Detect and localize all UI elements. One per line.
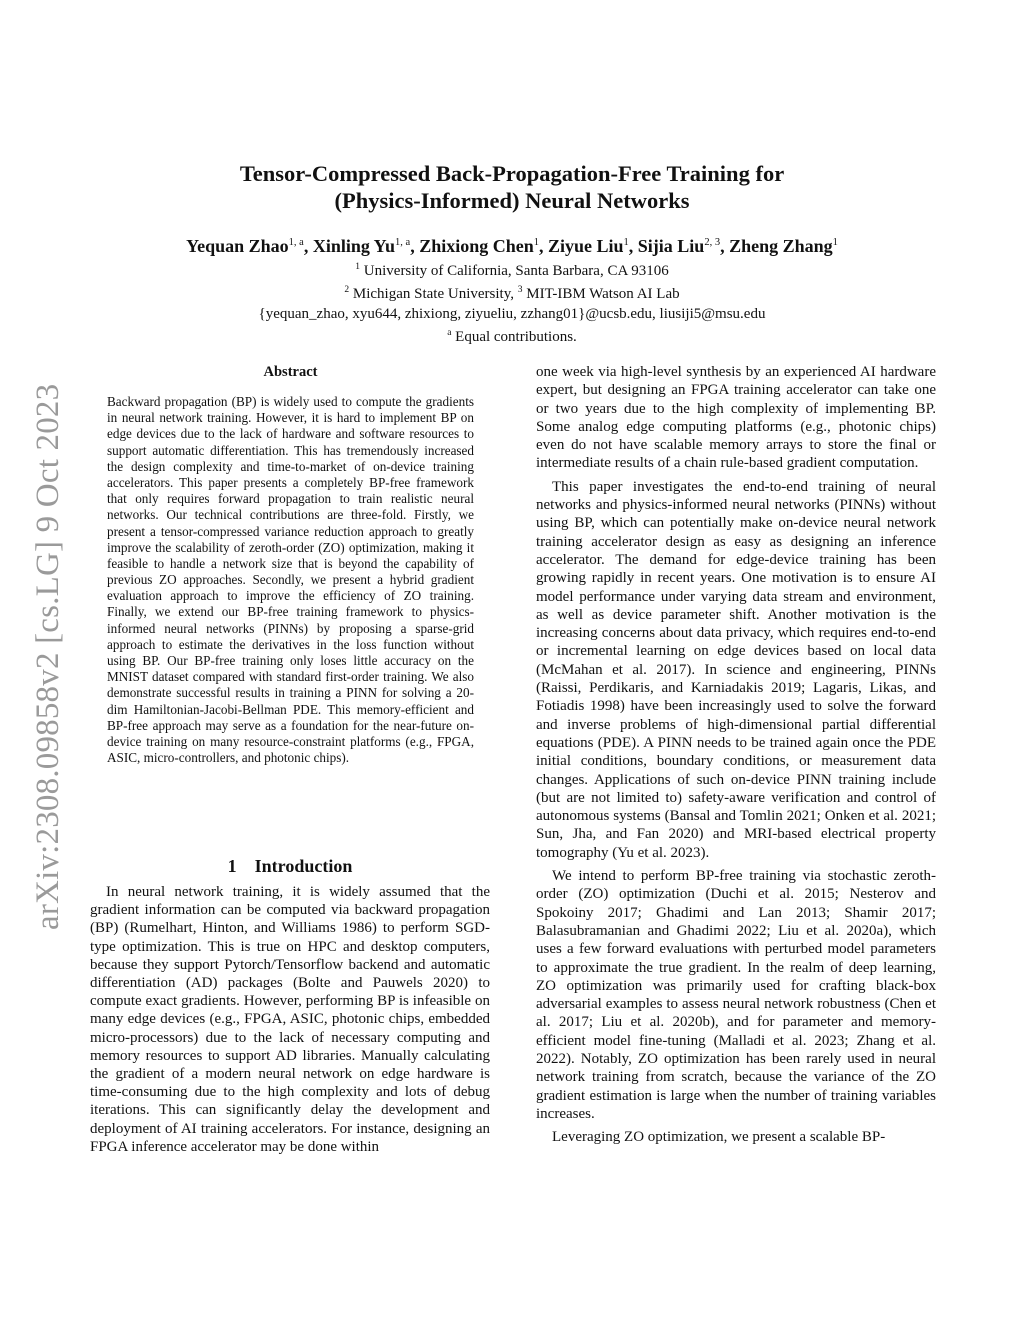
abstract-heading: Abstract (263, 364, 318, 380)
section-title: Introduction (254, 856, 353, 876)
author-name: Yequan Zhao (186, 236, 289, 256)
body-paragraph: We intend to perform BP-free training via stochastic zeroth-order (ZO) optimization (Duchi et al. 2015; Nesterov and Spokoiny 2017; Ghadimi and Lan 2013; Shamir 2017; Balasubramanian and Ghadimi 2022; Liu et al. 2020a), which uses a few forward evaluations with perturbed model parameters to approximate the true gradient. In the realm of deep learning, ZO optimization was primarily used for crafting black-box adversarial examples to assess neural network robustness (Chen et al. 2017; Liu et al. 2020b), and for parameter and memory-efficient model fine-tuning (Malladi et al. 2023; Zhang et al. 2022). Notably, ZO optimization has been rarely used in neural network training from scratch, because the variance of the ZO gradient estimation is large when the number of training variables increases. (536, 868, 936, 1122)
author-affiliation-marker: 1, a (395, 237, 411, 248)
title-line-1: Tensor-Compressed Back-Propagation-Free Training for (239, 161, 785, 186)
right-column (536, 363, 936, 1146)
author-list: Yequan Zhao$^{1, a}$, Xinling Yu$^{1, a}$, Zhixiong Chen$^1$, Ziyue Liu$^1$, Sijia Liu$^{2, 3}$, Zheng Zhang$^1$ (186, 236, 838, 256)
body-paragraph: This paper investigates the end-to-end training of neural networks and physics-informed neural networks (PINNs) without using BP, which can potentially make on-device neural network training accelerator design as easy as designing an inference accelerator. The demand for edge-device training has been growing rapidly in recent years. One motivation is to ensure AI model performance under varying data stream and environment, as well as device parameter shift. Another motivation is the increasing concerns about data privacy, which requires end-to-end or incremental learning on edge devices based on local data (McMahan et al. 2017). In science and engineering, PINNs (Raissi, Perdikaris, and Karniadakis 2019; Lagaris, Likas, and Fotiadis 1998) have been increasingly used to solve the forward and inverse problems of high-dimensional partial differential equations (PDE). A PINN needs to be trained again once the PDE initial conditions, boundary conditions, or measurement data changes. Applications of such on-device PINN training include (but are not limited to) safety-aware verification and control of autonomous systems (Bansal and Tomlin 2021; Onken et al. 2021; Sun, Jha, and Fan 2020) and MRI-based electrical property tomography (Yu et al. 2023). (536, 478, 936, 861)
author-name: Sijia Liu (637, 236, 705, 256)
author-name: Zhixiong Chen (419, 236, 534, 256)
author-affiliation-marker: 1 (533, 237, 540, 248)
title-line-2: (Physics-Informed) Neural Networks (334, 188, 690, 213)
author-emails: {yequan_zhao, xyu644, zhixiong, ziyueliu, zzhang01}@ucsb.edu, liusiji5@msu.edu (258, 305, 766, 322)
body-paragraph-continued: one week via high-level synthesis by an experienced AI hardware expert, but designing an FPGA training accelerator can take one or two years due to the high complexity of implementing BP. Some analog edge computing platforms (e.g., photonic chips) even do not have scalable memory arrays to store the final or intermediate results of a chain rule-based gradient computation. (536, 364, 936, 472)
paper-title (90, 160, 934, 214)
section-number: 1 (227, 856, 237, 876)
affiliations (90, 258, 934, 348)
affiliation-line-1: $^1$ University of California, Santa Barbara, CA 93106 (355, 262, 669, 279)
author-name: Zheng Zhang (729, 236, 833, 256)
author-affiliation-marker: 2, 3 (704, 237, 721, 248)
author-affiliation-marker: 1 (832, 237, 838, 248)
introduction-heading (90, 856, 490, 877)
introduction-left-column (90, 883, 490, 1156)
abstract-text: Backward propagation (BP) is widely used to compute the gradients in neural network training. However, it is hard to implement BP on edge devices due to the lack of hardware and software resources to support automatic differentiation. This has tremendously increased the design complexity and time-to-market of on-device training accelerators. This paper presents a completely BP-free framework that only requires forward propagation to train realistic neural networks. Our technical contributions are three-fold. Firstly, we present a tensor-compressed variance reduction approach to greatly improve the scalability of zeroth-order (ZO) optimization, making it feasible to handle a network size that is beyond the capability of previous ZO approaches. Secondly, we present a hybrid gradient evaluation approach to improve the efficiency of ZO training. Finally, we extend our BP-free training framework to physics-informed neural networks (PINNs) by proposing a sparse-grid approach to estimate the derivatives in the loss function without using BP. Our BP-free training only loses little accuracy on the MNIST dataset compared with standard first-order training. We also demonstrate successful results in training a PINN for solving a 20-dim Hamiltonian-Jacobi-Bellman PDE. This memory-efficient and BP-free approach may serve as a foundation for the near-future on-device training on many resource-constraint platforms (e.g., FPGA, ASIC, micro-controllers, and photonic chips). (107, 394, 474, 766)
affiliation-line-2: $^2$ Michigan State University, $^3$ MIT-IBM Watson AI Lab (344, 285, 680, 303)
body-paragraph: Leveraging ZO optimization, we present a scalable BP- (552, 1129, 886, 1146)
arxiv-identifier-stamp: arXiv:2308.09858v2 [cs.LG] 9 Oct 2023 (30, 383, 66, 930)
author-name: Ziyue Liu (548, 236, 624, 256)
author-name: Xinling Yu (312, 236, 396, 256)
author-affiliation-marker: 1, a (288, 237, 304, 248)
body-paragraph: In neural network training, it is widely assumed that the gradient information can be computed via backward propagation (BP) (Rumelhart, Hinton, and Williams 1986) to perform SGD-type optimization. This is true on HPC and desktop computers, because they support Pytorch/Tensorflow backend and automatic differentiation (AD) packages (Bolte and Pauwels 2020) to compute exact gradients. However, performing BP is infeasible on many edge devices (e.g., FPGA, ASIC, photonic chips, embedded micro-processors) due to the lack of necessary computing and memory resources to support AD libraries. Manually calculating the gradient of a modern neural network on edge hardware is time-consuming due to the high complexity and lots of debug iterations. This can significantly delay the development and deployment of AI training accelerators. For instance, designing an FPGA inference accelerator may be done within (90, 884, 490, 1155)
author-affiliation-marker: 1 (623, 237, 629, 248)
equal-contribution-note: $^a$ Equal contributions. (447, 328, 577, 346)
